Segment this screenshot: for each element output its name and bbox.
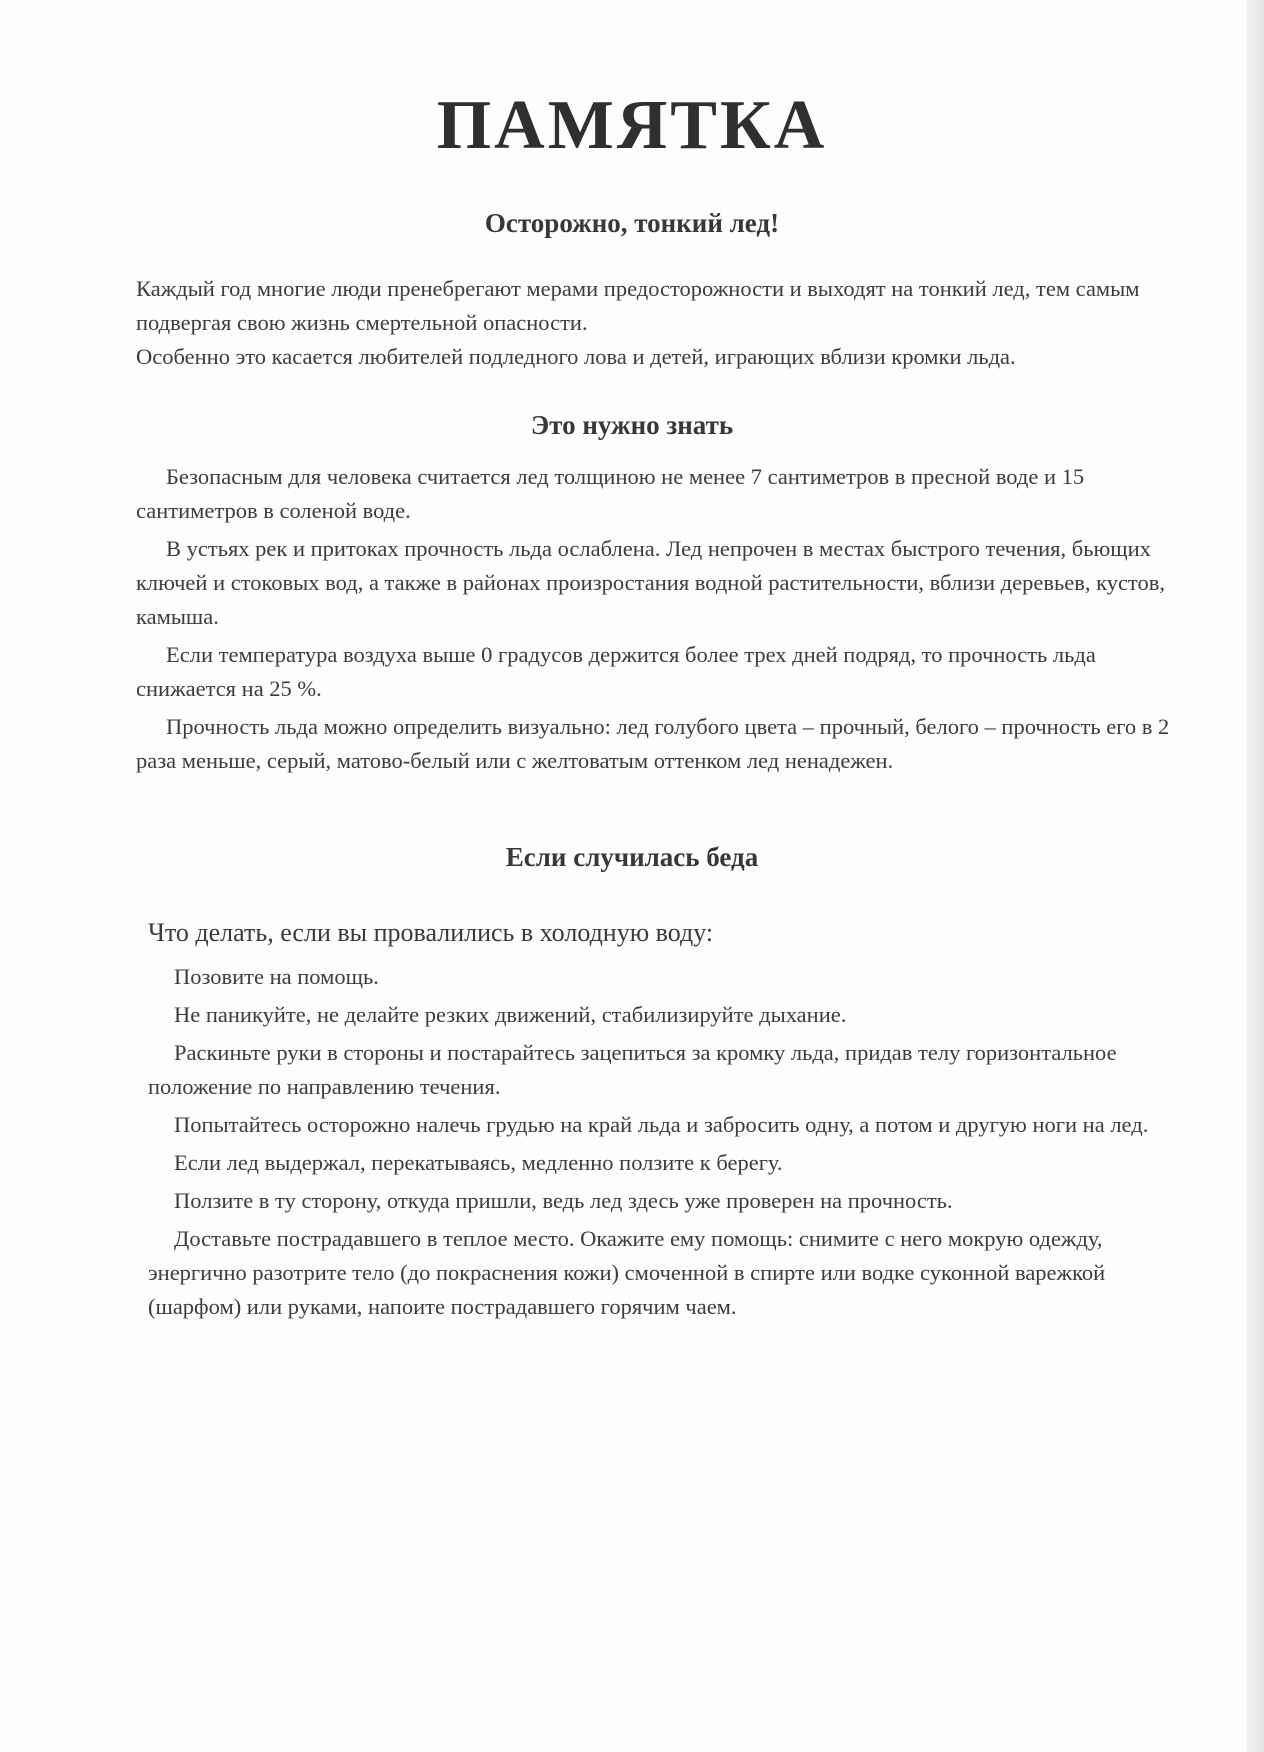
document-title: ПАМЯТКА (436, 87, 828, 164)
fact-paragraph: Прочность льда можно определить визуально: лед голубого цвета – прочный, белого – прочность его в 2 раза меньше, серый, матово-белый или с желтоватым оттенком лед ненадежен. (136, 714, 1170, 773)
section-heading-need-to-know: Это нужно знать (530, 410, 734, 440)
intro-text (136, 272, 1196, 374)
step-paragraph: Позовите на помощь. (174, 964, 379, 989)
section-heading-emergency: Если случилась беда (505, 842, 759, 872)
intro-paragraph: Особенно это касается любителей подледного лова и детей, играющих вблизи кромки льда. (136, 344, 1016, 369)
step-paragraph: Если лед выдержал, перекатываясь, медленно ползите к берегу. (174, 1150, 783, 1175)
step-paragraph: Ползите в ту сторону, откуда пришли, ведь лед здесь уже проверен на прочность. (174, 1188, 953, 1213)
emergency-steps (148, 960, 1178, 1328)
step-paragraph: Раскиньте руки в стороны и постарайтесь зацепиться за кромку льда, придав телу горизонтальное положение по направлению течения. (148, 1040, 1117, 1099)
emergency-lead: Что делать, если вы провалились в холодную воду: (148, 918, 714, 947)
warning-subtitle: Осторожно, тонкий лед! (484, 208, 780, 238)
fact-paragraph: Если температура воздуха выше 0 градусов держится более трех дней подряд, то прочность льда снижается на 25 %. (136, 642, 1096, 701)
step-paragraph: Не паникуйте, не делайте резких движений, стабилизируйте дыхание. (174, 1002, 847, 1027)
intro-paragraph: Каждый год многие люди пренебрегают мерами предосторожности и выходят на тонкий лед, тем самым подвергая свою жизнь смертельной опасности. (136, 276, 1140, 335)
fact-paragraph: В устьях рек и притоках прочность льда ослаблена. Лед непрочен в местах быстрого течения, бьющих ключей и стоковых вод, а также в районах произростания водной растительности, вблизи деревьев, кустов, камыша. (136, 536, 1165, 629)
need-to-know-text (136, 460, 1196, 782)
step-paragraph: Доставьте пострадавшего в теплое место. Окажите ему помощь: снимите с него мокрую одежду, энергично разотрите тело (до покраснения кожи) смоченной в спирте или водке суконной варежкой (шарфом) или руками, напоите пострадавшего горячим чаем. (148, 1226, 1106, 1319)
fact-paragraph: Безопасным для человека считается лед толщиною не менее 7 сантиметров в пресной воде и 15 сантиметров в соленой воде. (136, 464, 1085, 523)
step-paragraph: Попытайтесь осторожно налечь грудью на край льда и забросить одну, а потом и другую ноги на лед. (174, 1112, 1149, 1137)
